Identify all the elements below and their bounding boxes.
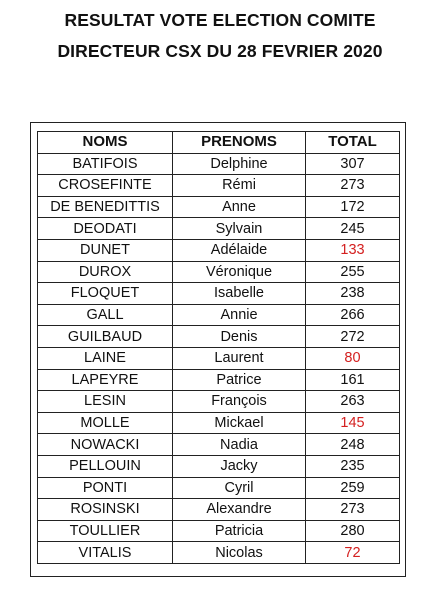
column-header-total: TOTAL <box>306 132 400 154</box>
table-row <box>38 326 400 348</box>
cell-prenom: Cyril <box>173 477 306 499</box>
cell-nom: FLOQUET <box>38 283 173 305</box>
table-row <box>38 347 400 369</box>
table-row <box>38 434 400 456</box>
document-title-line-2: DIRECTEUR CSX DU 28 FEVRIER 2020 <box>57 41 383 61</box>
cell-nom: BATIFOIS <box>38 153 173 175</box>
cell-total: 245 <box>306 218 400 240</box>
cell-prenom: Nadia <box>173 434 306 456</box>
table-row <box>38 304 400 326</box>
cell-nom: LESIN <box>38 391 173 413</box>
cell-total: 280 <box>306 520 400 542</box>
cell-nom: GUILBAUD <box>38 326 173 348</box>
cell-total: 273 <box>306 175 400 197</box>
table-row <box>38 455 400 477</box>
cell-nom: DUNET <box>38 239 173 261</box>
cell-prenom: Rémi <box>173 175 306 197</box>
table-row <box>38 499 400 521</box>
cell-total: 72 <box>306 542 400 564</box>
cell-total: 80 <box>306 347 400 369</box>
column-header-prenoms: PRENOMS <box>173 132 306 154</box>
cell-prenom: Véronique <box>173 261 306 283</box>
table-row <box>38 196 400 218</box>
column-header-noms: NOMS <box>38 132 173 154</box>
cell-total: 263 <box>306 391 400 413</box>
cell-nom: GALL <box>38 304 173 326</box>
cell-prenom: Anne <box>173 196 306 218</box>
cell-total: 266 <box>306 304 400 326</box>
table-row <box>38 175 400 197</box>
cell-prenom: Denis <box>173 326 306 348</box>
cell-nom: TOULLIER <box>38 520 173 542</box>
table-row <box>38 391 400 413</box>
cell-nom: LAINE <box>38 347 173 369</box>
cell-prenom: Sylvain <box>173 218 306 240</box>
cell-prenom: Laurent <box>173 347 306 369</box>
cell-total: 161 <box>306 369 400 391</box>
cell-prenom: Isabelle <box>173 283 306 305</box>
table-row <box>38 477 400 499</box>
cell-total: 259 <box>306 477 400 499</box>
cell-nom: LAPEYRE <box>38 369 173 391</box>
cell-total: 255 <box>306 261 400 283</box>
cell-total: 272 <box>306 326 400 348</box>
cell-prenom: François <box>173 391 306 413</box>
cell-prenom: Nicolas <box>173 542 306 564</box>
table-row <box>38 412 400 434</box>
cell-nom: MOLLE <box>38 412 173 434</box>
cell-total: 248 <box>306 434 400 456</box>
cell-prenom: Patrice <box>173 369 306 391</box>
cell-total: 273 <box>306 499 400 521</box>
table-row <box>38 261 400 283</box>
cell-nom: NOWACKI <box>38 434 173 456</box>
table-row <box>38 283 400 305</box>
table-row <box>38 239 400 261</box>
document-title-line-1: RESULTAT VOTE ELECTION COMITE <box>64 10 376 30</box>
header-row <box>38 132 400 154</box>
results-table <box>37 131 400 564</box>
table-row <box>38 520 400 542</box>
cell-prenom: Annie <box>173 304 306 326</box>
cell-total: 235 <box>306 455 400 477</box>
cell-prenom: Mickael <box>173 412 306 434</box>
table-row <box>38 218 400 240</box>
cell-nom: PELLOUIN <box>38 455 173 477</box>
cell-nom: PONTI <box>38 477 173 499</box>
cell-total: 307 <box>306 153 400 175</box>
cell-total: 238 <box>306 283 400 305</box>
cell-prenom: Adélaide <box>173 239 306 261</box>
table-row <box>38 153 400 175</box>
cell-nom: DE BENEDITTIS <box>38 196 173 218</box>
table-row <box>38 369 400 391</box>
cell-nom: VITALIS <box>38 542 173 564</box>
cell-total: 172 <box>306 196 400 218</box>
cell-nom: DUROX <box>38 261 173 283</box>
cell-prenom: Alexandre <box>173 499 306 521</box>
cell-prenom: Delphine <box>173 153 306 175</box>
cell-total: 145 <box>306 412 400 434</box>
cell-prenom: Jacky <box>173 455 306 477</box>
cell-total: 133 <box>306 239 400 261</box>
cell-nom: CROSEFINTE <box>38 175 173 197</box>
cell-nom: ROSINSKI <box>38 499 173 521</box>
cell-nom: DEODATI <box>38 218 173 240</box>
cell-prenom: Patricia <box>173 520 306 542</box>
table-row <box>38 542 400 564</box>
